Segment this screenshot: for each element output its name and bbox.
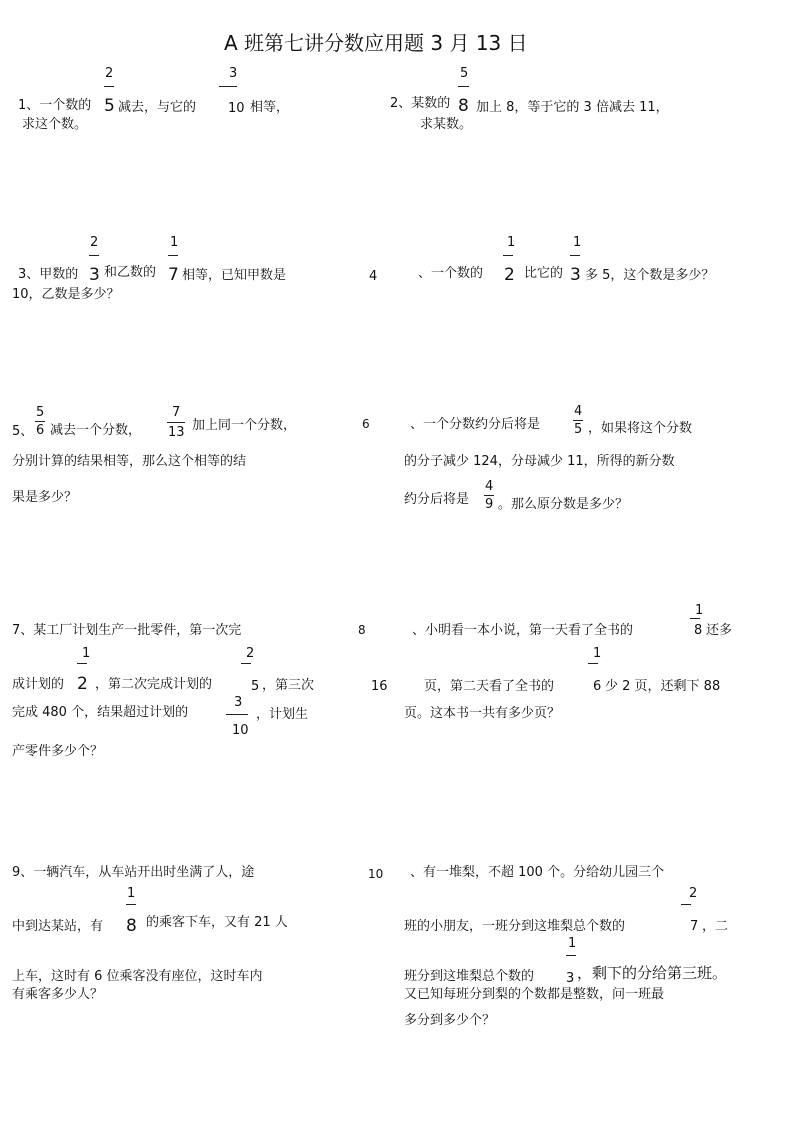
fraction-bar (570, 255, 580, 256)
problem-8-text: 页。这本书一共有多少页？ (404, 706, 561, 721)
fraction-numerator: 1 (593, 646, 602, 661)
fraction-denominator: 5 (104, 96, 115, 116)
problem-1-text: 减去，与它的 (118, 100, 197, 115)
problem-3-text: 相等，已知甲数是 (182, 268, 287, 283)
problem-10-text: 、有一堆梨，不超 100 个。分给幼儿园三个 (410, 865, 665, 880)
problem-6-text: 约分后将是 (404, 492, 470, 507)
fraction-denominator: 7 (168, 265, 179, 285)
problem-10-text: 班分到这堆梨总个数的 (404, 969, 535, 984)
problem-5-text: 减去一个分数， (50, 423, 142, 438)
problem-6-text: 的分子减少 124，分母减少 11，所得的新分数 (404, 454, 675, 469)
fraction-numerator: 5 (36, 405, 45, 420)
fraction-numerator: 3 (234, 695, 243, 710)
fraction-numerator: 5 (460, 66, 469, 81)
problem-10-text: ，剩下的分给第三班。 (577, 964, 728, 982)
fraction-numerator: 4 (574, 404, 583, 419)
fraction-bar (484, 495, 494, 496)
problem-6-text: 。那么原分数是多少？ (498, 497, 629, 512)
problem-7-text: ，计划生 (256, 707, 309, 722)
fraction-bar (89, 255, 99, 256)
problem-4-text: 多 5，这个数是多少？ (585, 268, 715, 283)
problem-7-text: 产零件多少个？ (12, 744, 104, 759)
problem-7-text: ，第三次 (262, 678, 315, 693)
problem-4-text: 、一个数的 (418, 266, 484, 281)
fraction-bar (503, 255, 513, 256)
problem-7-text: ，第二次完成计划的 (95, 677, 213, 692)
fraction-denominator: 5 (574, 422, 583, 437)
fraction-numerator: 1 (507, 235, 516, 250)
fraction-numerator: 1 (170, 235, 179, 250)
fraction-numerator: 2 (90, 235, 99, 250)
problem-8-text: 页，第二天看了全书的 (424, 679, 555, 694)
fraction-bar (168, 255, 178, 256)
problem-8-text: 少 2 页，还剩下 88 (605, 679, 721, 694)
problem-10-text: ，二 (702, 919, 729, 934)
problem-9-text: 有乘客多少人？ (12, 987, 104, 1002)
problem-number: 16 (371, 679, 388, 694)
fraction-denominator: 8 (694, 623, 703, 638)
fraction-bar (681, 904, 691, 905)
fraction-numerator: 2 (105, 66, 114, 81)
problem-9-text: 上车，这时有 6 位乘客没有座位，这时车内 (12, 969, 263, 984)
fraction-bar (458, 86, 469, 87)
fraction-bar (104, 86, 114, 87)
fraction-denominator: 3 (89, 265, 100, 285)
fraction-denominator: 3 (566, 971, 575, 986)
fraction-denominator: 9 (485, 497, 494, 512)
fraction-bar (126, 904, 136, 905)
problem-5-text: 果是多少？ (12, 490, 78, 505)
fraction-numerator: 4 (485, 479, 494, 494)
problem-1-text: 求这个数。 (22, 117, 88, 132)
fraction-numerator: 1 (695, 603, 704, 618)
problem-3-text: 10，乙数是多少？ (12, 287, 120, 302)
fraction-bar (241, 663, 251, 664)
fraction-numerator: 1 (82, 646, 91, 661)
fraction-numerator: 2 (689, 886, 698, 901)
page-title: A 班第七讲分数应用题 3 月 13 日 (224, 31, 528, 55)
fraction-bar (219, 86, 237, 87)
fraction-denominator: 13 (168, 425, 185, 440)
problem-9-text: 9、一辆汽车，从车站开出时坐满了人，途 (12, 865, 255, 880)
problem-2-text: 2、某数的 (390, 96, 451, 111)
fraction-numerator: 3 (229, 66, 238, 81)
fraction-bar (35, 421, 45, 422)
problem-8-text: 还多 (706, 623, 733, 638)
problem-1-text: 相等， (250, 100, 290, 115)
problem-5-text: 5、 (12, 424, 34, 439)
problem-2-text: 求某数。 (420, 117, 473, 132)
problem-8-text: 、小明看一本小说，第一天看了全书的 (412, 623, 634, 638)
problem-5-text: 加上同一个分数， (192, 418, 297, 433)
fraction-denominator: 6 (36, 423, 45, 438)
fraction-numerator: 2 (246, 646, 255, 661)
fraction-numerator: 7 (172, 405, 181, 420)
problem-6-text: 、一个分数约分后将是 (410, 417, 541, 432)
problem-number: 6 (362, 417, 370, 431)
fraction-denominator: 8 (458, 96, 469, 116)
problem-number: 4 (369, 269, 378, 284)
fraction-denominator: 7 (690, 919, 699, 934)
fraction-bar (226, 714, 248, 715)
fraction-numerator: 1 (573, 235, 582, 250)
problem-7-text: 成计划的 (12, 677, 65, 692)
fraction-bar (566, 955, 576, 956)
problem-5-text: 分别计算的结果相等，那么这个相等的结 (12, 454, 247, 469)
fraction-denominator: 8 (126, 916, 137, 936)
problem-7-text: 7、某工厂计划生产一批零件，第一次完 (12, 623, 242, 638)
fraction-denominator: 10 (232, 723, 249, 738)
problem-10-text: 又已知每班分到梨的个数都是整数，问一班最 (404, 987, 665, 1002)
fraction-bar (77, 663, 87, 664)
fraction-bar (167, 422, 185, 423)
fraction-bar (690, 618, 700, 619)
fraction-numerator: 1 (568, 936, 577, 951)
problem-3-text: 和乙数的 (104, 265, 157, 280)
problem-9-text: 的乘客下车，又有 21 人 (146, 915, 288, 930)
problem-10-text: 多分到多少个？ (404, 1013, 496, 1028)
fraction-denominator: 2 (77, 674, 88, 694)
problem-3-text: 3、甲数的 (18, 267, 79, 282)
fraction-denominator: 10 (228, 101, 245, 116)
problem-number: 8 (358, 623, 366, 637)
fraction-denominator: 5 (251, 679, 260, 694)
fraction-denominator: 2 (504, 265, 515, 285)
fraction-denominator: 3 (570, 265, 581, 285)
problem-9-text: 中到达某站，有 (12, 919, 104, 934)
problem-1-text: 1、一个数的 (18, 98, 92, 113)
problem-10-text: 班的小朋友，一班分到这堆梨总个数的 (404, 919, 626, 934)
problem-7-text: 完成 480 个，结果超过计划的 (12, 705, 189, 720)
problem-2-text: 加上 8，等于它的 3 倍减去 11， (476, 100, 669, 115)
problem-4-text: 比它的 (524, 266, 564, 281)
problem-number: 10 (368, 867, 384, 881)
fraction-bar (573, 420, 583, 421)
fraction-denominator: 6 (593, 679, 602, 694)
problem-6-text: ，如果将这个分数 (588, 421, 693, 436)
fraction-numerator: 1 (127, 886, 136, 901)
fraction-bar (588, 663, 598, 664)
